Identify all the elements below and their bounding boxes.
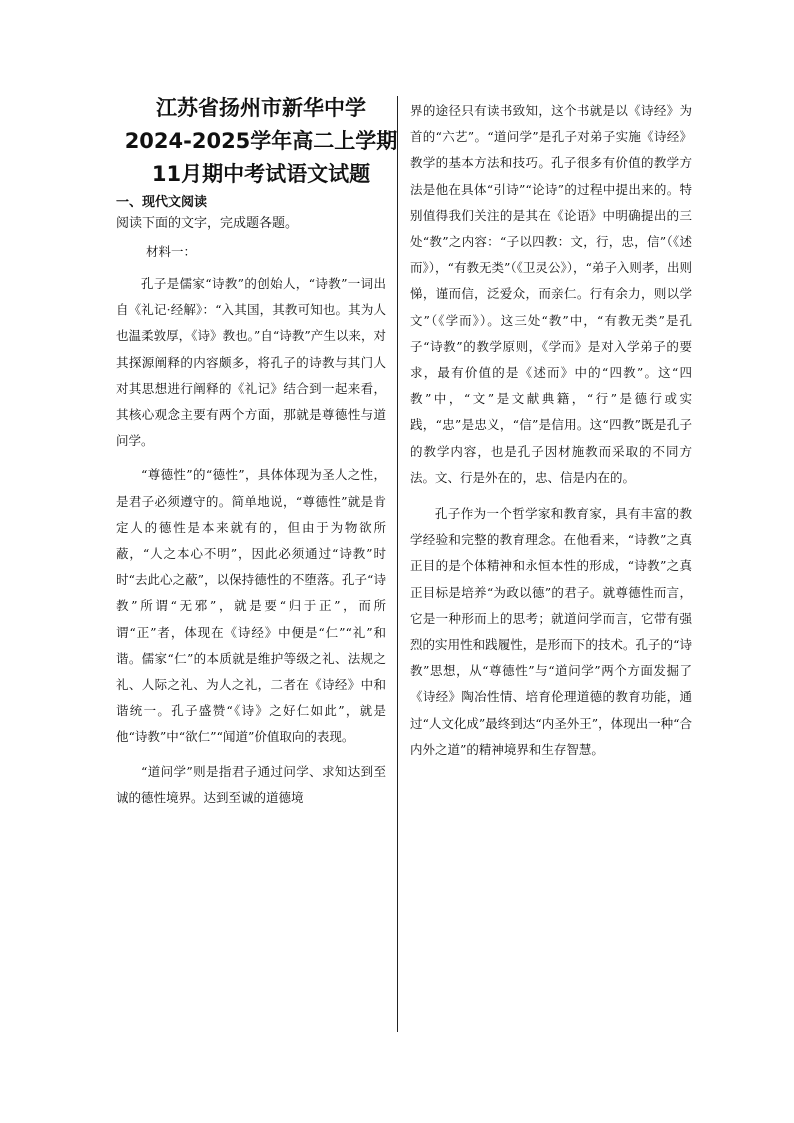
title-line-1: 江苏省扬州市新华中学 (156, 96, 366, 120)
right-column (410, 98, 692, 763)
paragraph-left-1: 孔子是儒家“诗教”的创始人，“诗教”一词出自《礼记·经解》：“入其国，其教可知也。其为人也温柔敦厚，《诗》教也。”自“诗教”产生以来，对其探源阐释的内容颇多，将孔子的诗教与其门人对其思想进行阐释的《礼记》结合到一起来看，其核心观念主要有两个方面，那就是尊德性与道问学。 (116, 276, 386, 449)
instruction-text: 阅读下面的文字，完成题各题。 (116, 216, 299, 231)
paragraph-left-2: “尊德性”的“德性”，具体体现为圣人之性，是君子必须遵守的。简单地说，“尊德性”就是肯定人的德性是本来就有的，但由于为物欲所蔽，“人之本心不明”，因此必须通过“诗教”时时“去此心之蔽”，以保持德性的不堕落。孔子“诗教”所谓“无邪”，就是要“归于正”，而所谓“正”者，体现在《诗经》中便是“仁”“礼”和谐。儒家“仁”的本质就是维护等级之礼、法规之礼、人际之礼、为人之礼，二者在《诗经》中和谐统一。孔子盛赞“《诗》之好仁如此”，就是他“诗教”中“欲仁”“闻道”价值取向的表现。 (116, 467, 386, 745)
paragraph-left-3: “道问学”则是指君子通过问学、求知达到至诚的德性境界。达到至诚的道德境 (116, 763, 386, 805)
column-divider (397, 96, 398, 1032)
title-line-3: 11月期中考试语文试题 (151, 162, 371, 186)
material-label: 材料一： (146, 244, 197, 259)
section-heading: 一、现代文阅读 (116, 195, 208, 210)
paragraph-right-2: 孔子作为一个哲学家和教育家，具有丰富的教学经验和完整的教育理念。在他看来，“诗教”之真正目的是个体精神和永恒本性的形成，“诗教”之真正目标是培养“为政以德”的君子。就尊德性而言，它是一种形而上的思考；就道问学而言，它带有强烈的实用性和践履性，是形而下的技术。孔子的“诗教”思想，从“尊德性”与“道问学”两个方面发掘了《诗经》陶冶性情、培育伦理道德的教育功能，通过“人文化成”最终到达“内圣外王”，体现出一种“合内外之道”的精神境界和生存智慧。 (410, 506, 692, 757)
title-line-2: 2024-2025学年高二上学期 (124, 129, 398, 153)
paragraph-right-1: 界的途径只有读书致知，这个书就是以《诗经》为首的“六艺”。“道问学”是孔子对弟子实施《诗经》教学的基本方法和技巧。孔子很多有价值的教学方法是他在具体“引诗”“论诗”的过程中提出来的。特别值得我们关注的是其在《论语》中明确提出的三处“教”之内容：“子以四教：文，行，忠，信”（《述而》），“有教无类”（《卫灵公》），“弟子入则孝，出则悌，谨而信，泛爱众，而亲仁。行有余力，则以学文”（《学而》）。这三处“教”中，“有教无类”是孔子“诗教”的教学原则，《学而》是对入学弟子的要求，最有价值的是《述而》中的“四教”。这“四教”中，“文”是文献典籍，“行”是德行或实践，“忠”是忠义，“信”是信用。这“四教”既是孔子的教学内容，也是孔子因材施教而采取的不同方法。文、行是外在的，忠、信是内在的。 (410, 103, 692, 485)
left-column (116, 92, 398, 811)
